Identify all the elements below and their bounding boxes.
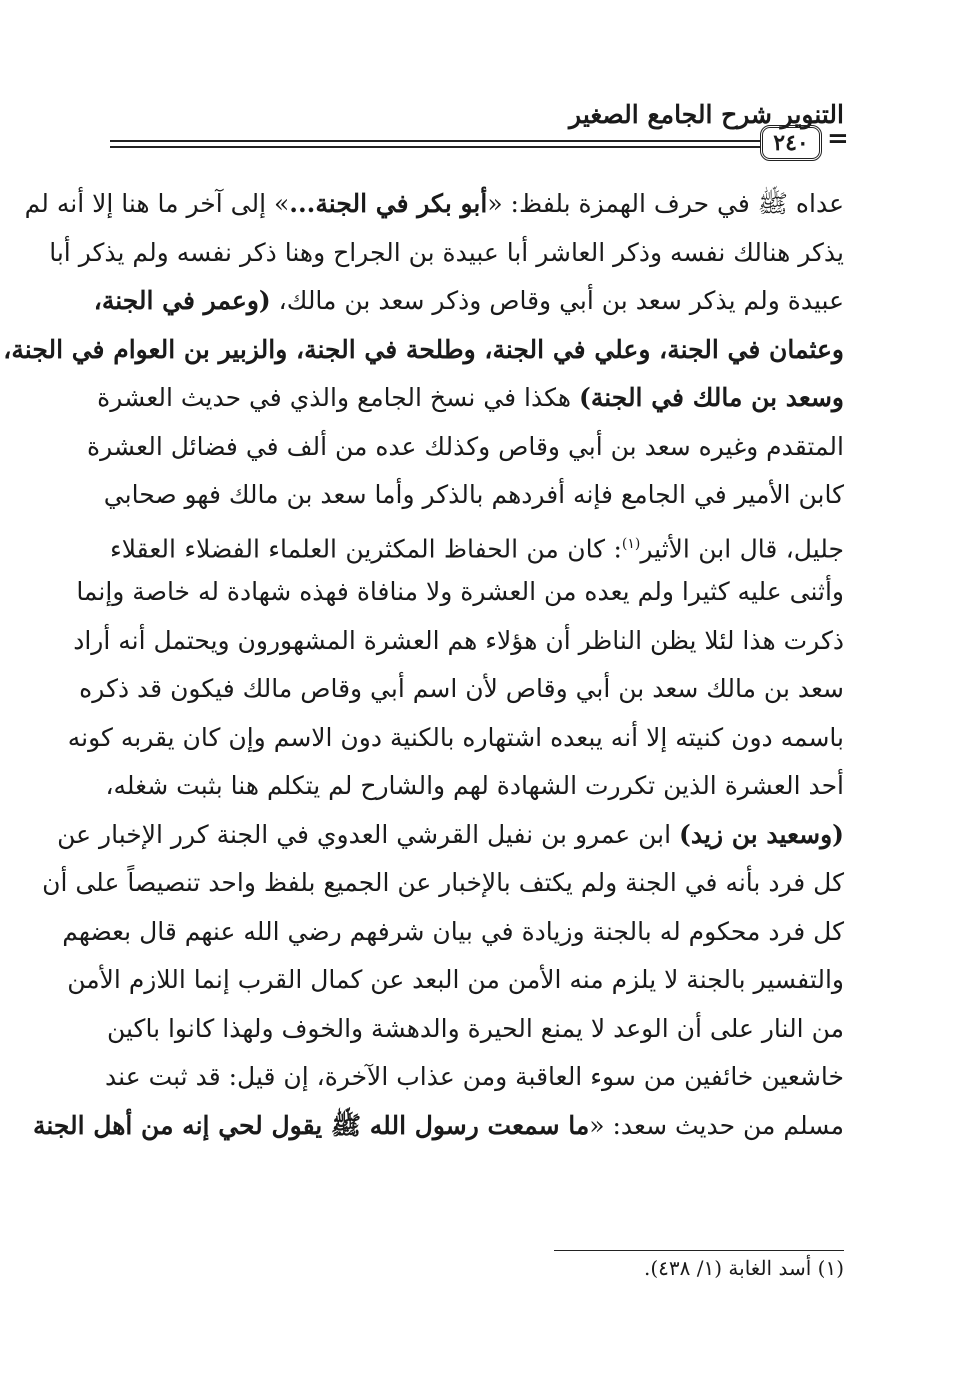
footnote-separator xyxy=(554,1250,844,1251)
header-rule-line xyxy=(110,146,760,148)
text-line xyxy=(93,277,844,326)
text-line xyxy=(67,714,844,763)
text-line xyxy=(42,859,844,908)
text-line xyxy=(97,374,844,423)
text-segment: كل فرد بأنه في الجنة ولم يكتف بالإخبار عن الجميع بلفظ واحد تنصيصاً على أن xyxy=(42,868,844,897)
text-segment: خاشعين خائفين من سوء العاقبة ومن عذاب الآخرة، إن قيل: قد ثبت عند xyxy=(105,1062,844,1091)
page-number: ٢٤٠ xyxy=(760,125,822,161)
footnote: (١) أسد الغابة (١/ ٤٣٨). xyxy=(644,1256,844,1280)
text-line xyxy=(103,471,844,520)
text-line xyxy=(110,520,844,569)
text-segment: » إلى آخر ما هنا إلا أنه لم xyxy=(24,189,290,218)
text-line xyxy=(32,1102,844,1151)
text-segment: من النار على أن الوعد لا يمنع الحيرة والدهشة والخوف ولهذا كانوا باكين xyxy=(106,1013,844,1043)
running-header-title: التنوير شرح الجامع الصغير xyxy=(569,100,844,129)
text-line xyxy=(67,956,844,1005)
header-rule xyxy=(110,126,760,154)
text-line xyxy=(62,908,844,957)
text-segment: عداه ﷺ في حرف الهمزة بلفظ: « xyxy=(487,189,844,218)
text-segment: مسلم من حديث سعد: « xyxy=(589,1110,844,1140)
header-marker: = xyxy=(827,124,849,154)
text-segment: سعد بن مالك سعد بن أبي وقاص لأن اسم أبي وقاص مالك فيكون قد ذكره xyxy=(79,674,844,703)
text-segment: جليل، قال ابن الأثير xyxy=(640,533,844,563)
bold-phrase: (وسعيد بن زيد) xyxy=(679,819,844,849)
text-segment: كل فرد محكوم له بالجنة وزيادة في بيان شرفهم رضي الله عنهم قال بعضهم xyxy=(62,916,844,946)
text-segment: باسمه دون كنيته إلا أنه يبعده اشتهاره بالكنية دون الاسم وإن كان يقربه كونه xyxy=(67,722,844,752)
header-rule-line xyxy=(110,140,760,142)
text-line xyxy=(105,762,844,811)
bold-phrase: ما سمعت رسول الله ﷺ يقول لحي إنه من أهل الجنة xyxy=(32,1110,590,1140)
text-line xyxy=(3,326,844,375)
main-text xyxy=(3,180,844,1150)
footnote-ref: (١) xyxy=(621,535,641,552)
bold-phrase: (وعمر في الجنة، xyxy=(93,286,271,315)
text-line xyxy=(79,665,844,714)
text-line xyxy=(24,180,844,229)
text-segment: عبيدة ولم يذكر سعد بن أبي وقاص وذكر سعد بن مالك، xyxy=(270,286,844,315)
text-line xyxy=(76,568,844,617)
text-segment: المتقدم وغيره سعد بن أبي وقاص وكذلك عده من ألف في فضائل العشرة xyxy=(86,431,844,461)
text-segment: يذكر هنالك نفسه وذكر العاشر أبا عبيدة بن الجراح وهنا ذكر نفسه ولم يذكر أبا xyxy=(49,237,844,267)
text-line xyxy=(49,229,844,278)
text-segment: ابن عمرو بن نفيل القرشي العدوي في الجنة كرر الإخبار عن xyxy=(57,819,680,849)
text-segment: كابن الأمير في الجامع فإنه أفردهم بالذكر وأما سعد بن مالك فهو صحابي xyxy=(103,480,844,509)
text-line xyxy=(106,1005,844,1054)
bold-phrase: أبو بكر في الجنة... xyxy=(289,189,488,218)
text-line xyxy=(86,423,844,472)
bold-phrase: وسعد بن مالك في الجنة) xyxy=(579,383,844,412)
text-line xyxy=(73,617,844,666)
bold-phrase: وعثمان في الجنة، وعلي في الجنة، وطلحة في الجنة، والزبير بن العوام في الجنة، xyxy=(3,334,844,364)
text-line xyxy=(105,1053,844,1102)
text-line xyxy=(57,811,844,860)
text-segment: أحد العشرة الذين تكررت الشهادة لهم والشارح لم يتكلم هنا بثبت شغله، xyxy=(105,771,844,800)
text-segment: ذكرت هذا لئلا يظن الناظر أن هؤلاء هم العشرة المشهورون ويحتمل أنه أراد xyxy=(73,625,844,655)
text-segment: وأثنى عليه كثيرا ولم يعده من العشرة ولا منافاة فهذه شهادة له خاصة وإنما xyxy=(76,577,844,606)
text-segment: هكذا في نسخ الجامع والذي في حديث العشرة xyxy=(97,383,580,412)
text-segment: والتفسير بالجنة لا يلزم منه الأمن من البعد عن كمال القرب إنما اللازم الأمن xyxy=(67,965,844,994)
text-segment: : كان من الحفاظ المكثرين العلماء الفضلاء العقلاء xyxy=(110,533,622,563)
